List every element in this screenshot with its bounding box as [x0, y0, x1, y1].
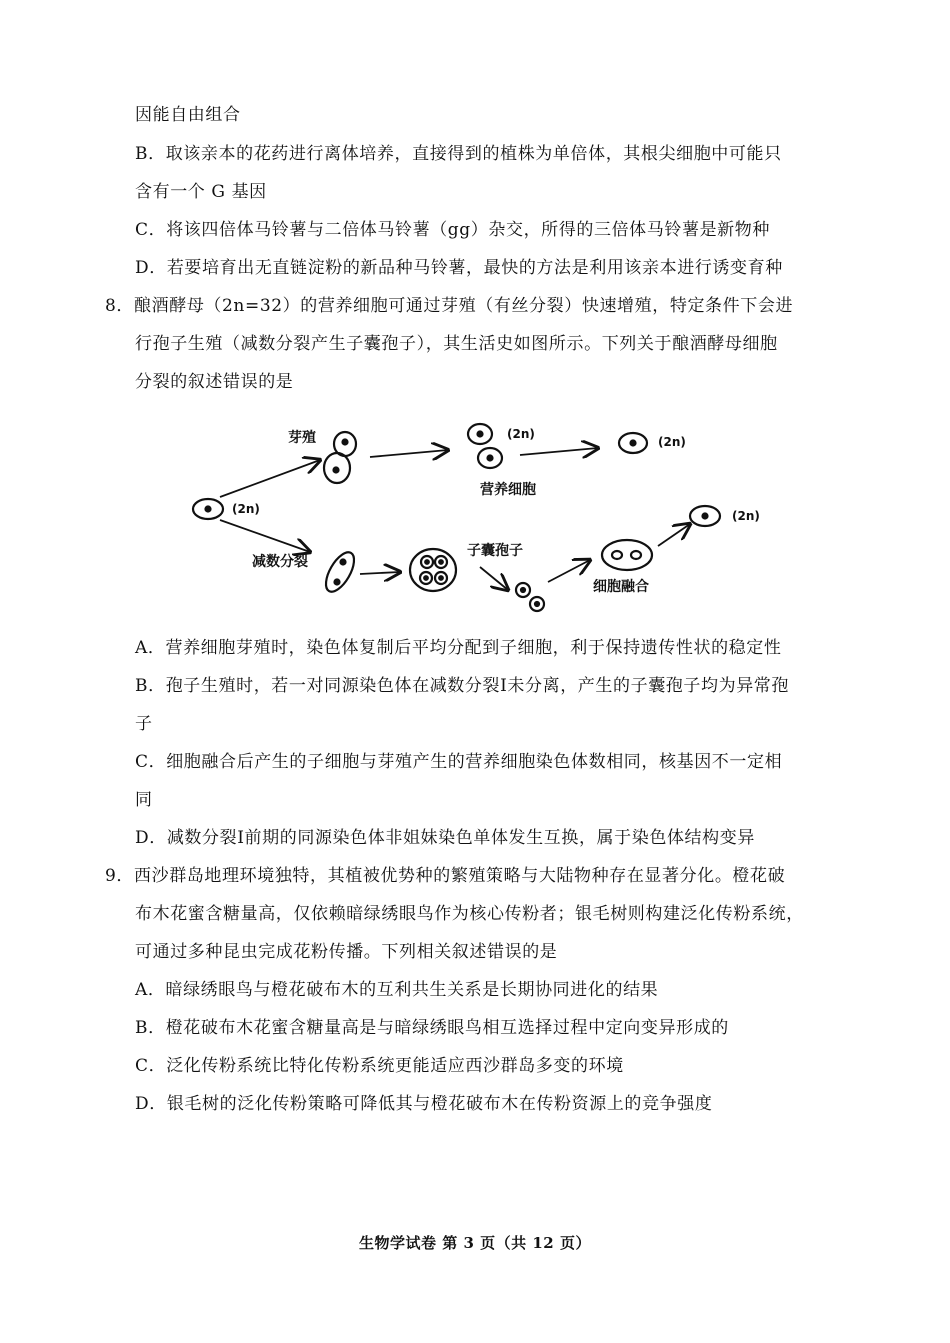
label-ploidy-final: (2n) [732, 509, 760, 523]
text-line: B．孢子生殖时，若一对同源染色体在减数分裂Ⅰ未分离，产生的子囊孢子均为异常孢 [135, 676, 790, 696]
diploid-cell-final [690, 506, 720, 526]
label-fusion: 细胞融合 [593, 579, 649, 595]
vegetative-cell-right [619, 433, 647, 453]
yeast-life-cycle-diagram [180, 412, 780, 622]
text-line: D．银毛树的泛化传粉策略可降低其与橙花破布木在传粉资源上的竞争强度 [135, 1094, 713, 1114]
text-line: 9．西沙群岛地理环境独特，其植被优势种的繁殖策略与大陆物种存在显著分化。橙花破 [105, 866, 786, 886]
ascus [410, 549, 456, 591]
text-line: C．细胞融合后产生的子细胞与芽殖产生的营养细胞染色体数相同，核基因不一定相 [135, 752, 783, 772]
label-ascospore: 子囊孢子 [467, 543, 523, 559]
text-line: 含有一个 G 基因 [135, 182, 267, 202]
text-line: D．若要培育出无直链淀粉的新品种马铃薯，最快的方法是利用该亲本进行诱变育种 [135, 258, 783, 278]
text-line: A．暗绿绣眼鸟与橙花破布木的互利共生关系是长期协同进化的结果 [135, 980, 659, 1000]
text-line: 行孢子生殖（减数分裂产生子囊孢子），其生活史如图所示。下列关于酿酒酵母细胞 [135, 334, 778, 354]
text-line: B．取该亲本的花药进行离体培养，直接得到的植株为单倍体，其根尖细胞中可能只 [135, 144, 782, 164]
budding-cell [324, 432, 356, 483]
text-line: B．橙花破布木花蜜含糖量高是与暗绿绣眼鸟相互选择过程中定向变异形成的 [135, 1018, 729, 1038]
meiosis-cell [320, 548, 359, 596]
text-line: 8．酿酒酵母（2n=32）的营养细胞可通过芽殖（有丝分裂）快速增殖，特定条件下会进 [105, 296, 794, 316]
label-ploidy-vegetative: (2n) [507, 427, 535, 441]
label-ploidy-start: (2n) [232, 502, 260, 516]
text-line: 同 [135, 790, 153, 810]
label-budding: 芽殖 [288, 430, 316, 446]
text-line: 子 [135, 714, 153, 734]
label-vegetative: 营养细胞 [480, 482, 536, 498]
text-line: 因能自由组合 [135, 105, 241, 125]
text-line: D．减数分裂Ⅰ前期的同源染色体非姐妹染色单体发生互换，属于染色体结构变异 [135, 828, 755, 848]
text-line: C．泛化传粉系统比特化传粉系统更能适应西沙群岛多变的环境 [135, 1056, 624, 1076]
text-line: C．将该四倍体马铃薯与二倍体马铃薯（gg）杂交，所得的三倍体马铃薯是新物种 [135, 220, 770, 240]
page-footer: 生物学试卷 第 3 页（共 12 页） [359, 1234, 591, 1252]
text-line: 可通过多种昆虫完成花粉传播。下列相关叙述错误的是 [135, 942, 558, 962]
text-line: A．营养细胞芽殖时，染色体复制后平均分配到子细胞，利于保持遗传性状的稳定性 [135, 638, 782, 658]
label-ploidy-right: (2n) [658, 435, 686, 449]
text-line: 分裂的叙述错误的是 [135, 372, 294, 392]
text-line: 布木花蜜含糖量高，仅依赖暗绿绣眼鸟作为核心传粉者；银毛树则构建泛化传粉系统， [135, 904, 804, 924]
diploid-cell-start [193, 499, 223, 519]
ascospores [516, 583, 544, 611]
label-meiosis: 减数分裂 [252, 554, 308, 570]
vegetative-cells [468, 424, 502, 468]
fused-cell [602, 540, 652, 570]
